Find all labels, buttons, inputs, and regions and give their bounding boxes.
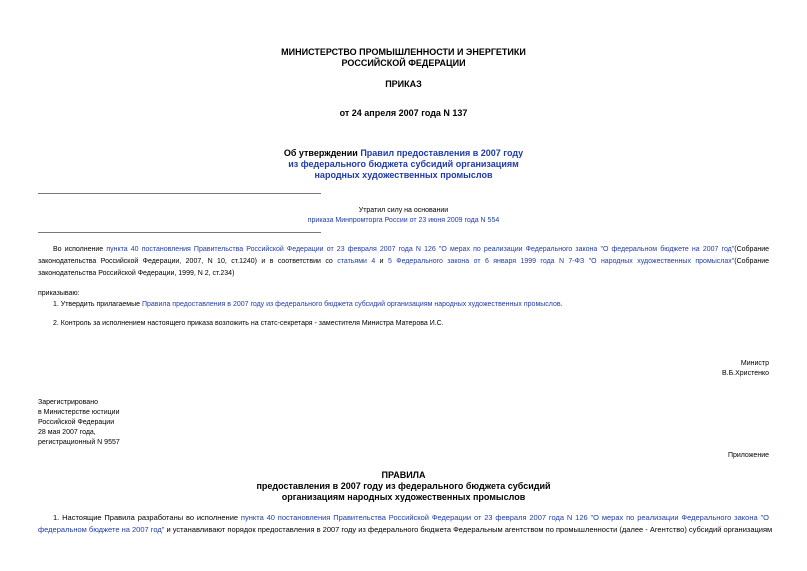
ministry-name-line1: МИНИСТЕРСТВО ПРОМЫШЛЕННОСТИ И ЭНЕРГЕТИКИ (281, 47, 526, 57)
appendix-subtitle-line2: организациям народных художественных промыслов (281, 492, 526, 502)
rules-paragraph-text-2: и устанавливают порядок предоставления в 2007 году из федерального бюджета Федеральным агентством по промышленности (далее - Агентство) субсидий организациям (164, 525, 773, 534)
order-command: приказываю: (38, 290, 80, 297)
order-item-1-suffix: . (560, 301, 563, 308)
preamble-text-2c: (Собрание (734, 258, 770, 265)
preamble-line2 (38, 256, 769, 268)
order-item-1 (53, 299, 563, 311)
registration-line3: Российской Федерации (38, 419, 115, 426)
rules-paragraph-line1 (38, 512, 769, 524)
subject-rules-link[interactable]: Правил предоставления в 2007 году (360, 148, 524, 158)
appendix-subtitle-line1: предоставления в 2007 году из федерального бюджета субсидий (256, 481, 551, 491)
rules-paragraph-text: 1. Настоящие Правила разработаны во исполнение (53, 513, 241, 522)
appendix-label: Приложение (727, 452, 769, 459)
rules-decree-link[interactable]: пункта 40 постановления Правительства Российской Федерации от 23 февраля 2007 года N 126 "О мерах по реализации Федерального закона "О (240, 513, 769, 522)
registration-line4: 28 мая 2007 года, (38, 429, 96, 436)
document-type: ПРИКАЗ (385, 79, 422, 89)
subject-rules-link-line3[interactable]: народных художественных промыслов (314, 170, 493, 180)
subject-prefix: Об утверждении (283, 148, 361, 158)
rules-paragraph-line2 (38, 524, 773, 536)
registration-block (38, 398, 120, 448)
ministry-name-line2: РОССИЙСКОЙ ФЕДЕРАЦИИ (341, 58, 466, 68)
signature-name: В.Б.Христенко (721, 370, 769, 377)
status-note: Утратил силу на основании (358, 207, 449, 214)
preamble-text-tail: (Собрание (734, 246, 770, 253)
preamble-text-2a: законодательства Российской Федерации, 2007, N 10, ст.1240) и в соответствии со (38, 258, 338, 265)
divider-top (38, 193, 321, 194)
divider-bottom (38, 232, 321, 233)
preamble-line3: законодательства Российской Федерации, 1999, N 2, ст.234) (38, 270, 235, 277)
order-item-2: 2. Контроль за исполнением настоящего приказа возложить на статс-секретаря - заместителя Министра Матерова И.С. (53, 320, 444, 327)
preamble-text: Во исполнение (53, 246, 107, 253)
registration-line1: Зарегистрировано (38, 399, 98, 406)
signature-title: Министр (740, 360, 769, 367)
article-4-link[interactable]: статьями 4 (337, 258, 376, 265)
law-7fz-link[interactable]: 5 Федерального закона от 6 января 1999 года N 7-ФЗ "О народных художественных промыслах" (387, 258, 735, 265)
preamble-text-2b: и (375, 258, 388, 265)
order-item-1-text: 1. Утвердить прилагаемые (53, 301, 142, 308)
document-subject-line1 (0, 148, 807, 159)
rules-link[interactable]: Правила предоставления в 2007 году из федерального бюджета субсидий организациям народных художественных промыслов (141, 301, 561, 308)
rules-decree-link-cont[interactable]: федеральном бюджете на 2007 год" (38, 525, 165, 534)
status-repeal-link[interactable]: приказа Минпромторга России от 23 июня 2009 года N 554 (307, 217, 500, 224)
decree-126-link[interactable]: пункта 40 постановления Правительства Российской Федерации от 23 февраля 2007 года N 126 "О мерах по реализации Федерального закона "О федеральном бюджете на 2007 год" (106, 246, 735, 253)
appendix-title: ПРАВИЛА (381, 470, 426, 480)
preamble-line1 (38, 244, 769, 256)
registration-line5: регистрационный N 9557 (38, 439, 120, 446)
document-date-number: от 24 апреля 2007 года N 137 (339, 108, 468, 118)
registration-line2: в Министерстве юстиции (38, 409, 120, 416)
subject-rules-link-line2[interactable]: из федерального бюджета субсидий организациям (288, 159, 519, 169)
